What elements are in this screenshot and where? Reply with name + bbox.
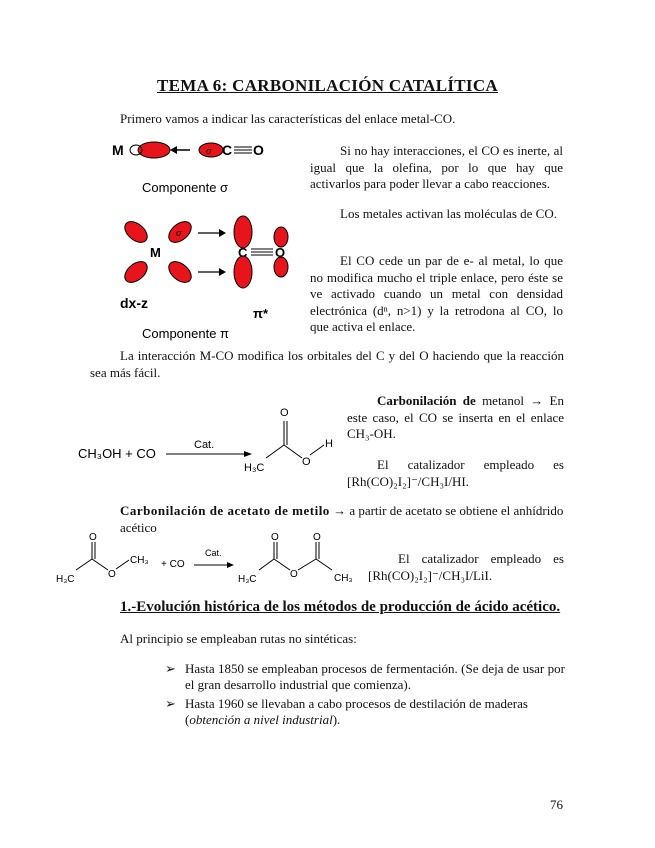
methanol-product-o-top: O xyxy=(280,407,289,419)
methanol-paragraph xyxy=(347,393,564,443)
section-intro: Al principio se empleaban rutas no sintéticas: xyxy=(120,631,357,646)
methanol-description: metanol → En este caso, el CO se inserta en el enlace CH₃-OH. xyxy=(347,393,564,441)
acetate-product-o-right: O xyxy=(313,532,321,543)
methanol-product-h3c: H₃C xyxy=(244,462,265,474)
pi-c-label: C xyxy=(238,245,248,260)
page-number: 76 xyxy=(550,797,563,812)
svg-text:σ: σ xyxy=(206,146,212,156)
acetate-reactant-o: O xyxy=(108,569,116,580)
intro-text: Primero vamos a indicar las características del enlace metal-CO. xyxy=(120,111,456,126)
page-title: TEMA 6: CARBONILACIÓN CATALÍTICA xyxy=(157,76,498,95)
bullet-italic: obtención a nivel industrial xyxy=(189,712,333,727)
sigma-m-label: M xyxy=(112,142,124,158)
acetate-heading: Carbonilación de acetato de metilo xyxy=(120,503,330,518)
bullet-arrow-icon: ➢ xyxy=(165,661,176,676)
paragraph-co-donation: El CO cede un par de e- al metal, lo que no modifica mucho el triple enlace, pero éste se ve activado cuando un metal con densidad electrónica (dⁿ, n>1) y la retrodona al CO, lo que activa el enlace. xyxy=(310,253,563,334)
acetate-catalyst: El catalizador empleado es [Rh(CO)₂I₂]⁻/CH₃I/LiI. xyxy=(368,551,564,583)
bullet-text-2: Hasta 1960 se llevaban a cabo procesos de destilación de maderas (obtención a nivel industrial). xyxy=(185,696,528,727)
bullet-list xyxy=(165,661,565,728)
acetate-reaction-scheme xyxy=(54,532,366,588)
paragraph-inert-co: Si no hay interacciones, el CO es inerte, al igual que la olefina, por lo que hay que activarlos para poder llevar a cabo reacciones. xyxy=(310,143,563,191)
methanol-product-h: H xyxy=(325,438,333,450)
paragraph-metals-activate: Los metales activan las moléculas de CO. xyxy=(340,206,557,221)
pi-m-label: M xyxy=(150,245,161,260)
acetate-plus-co: + CO xyxy=(161,559,185,570)
sigma-metal-lobe xyxy=(138,142,170,158)
acetate-reactant-h3c: H₃C xyxy=(56,574,75,585)
bullet-arrow-icon: ➢ xyxy=(165,696,176,711)
acetate-reactant-ch3: CH₃ xyxy=(130,555,149,566)
list-item xyxy=(165,661,565,693)
sigma-c-label: C xyxy=(222,142,233,158)
acetate-reactant-o-top: O xyxy=(89,532,97,543)
dxz-label: dx-z xyxy=(120,295,148,311)
acetate-product-o-left: O xyxy=(271,532,279,543)
acetate-product-ch3: CH₃ xyxy=(334,573,353,584)
paragraph-interaction: La interacción M-CO modifica los orbitales del C y del O haciendo que la reacción sea más fácil. xyxy=(90,348,564,380)
acetate-description: → a partir de acetato se obtiene el anhídrido acético xyxy=(120,503,564,535)
methanol-reaction-scheme xyxy=(76,403,351,478)
methanol-reactants: CH₃OH + CO xyxy=(78,446,156,461)
bullet-text: Hasta 1850 se empleaban procesos de fermentación. (Se deja de usar por el gran desarrollo industrial que comienza). xyxy=(185,661,565,692)
acetate-cat-label: Cat. xyxy=(205,548,222,558)
section-heading: 1.-Evolución histórica de los métodos de producción de ácido acético. xyxy=(120,599,561,615)
acetate-product-o-bridge: O xyxy=(290,569,298,580)
acetate-product-h3c: H₃C xyxy=(238,574,257,585)
svg-text:σ: σ xyxy=(176,228,182,238)
pi-o-label: O xyxy=(275,245,286,260)
methanol-product-o: O xyxy=(302,456,311,468)
methanol-cat-label: Cat. xyxy=(194,439,215,451)
methanol-heading: Carbonilación de xyxy=(377,393,476,408)
methanol-catalyst: El catalizador empleado es [Rh(CO)₂I₂]⁻/CH₃I/HI. xyxy=(347,457,564,489)
pi-caption: Componente π xyxy=(142,326,230,341)
sigma-o-label: O xyxy=(253,142,264,158)
sigma-caption: Componente σ xyxy=(142,180,229,195)
list-item xyxy=(165,696,565,728)
pi-star-label: π* xyxy=(253,306,269,321)
metal-co-orbital-diagram xyxy=(110,135,305,347)
